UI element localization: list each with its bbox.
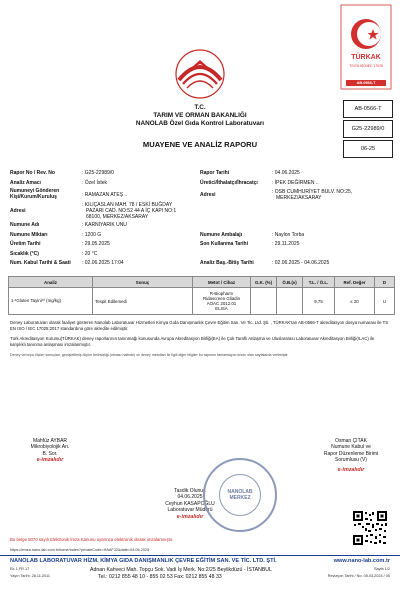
cell-ob bbox=[277, 288, 303, 315]
lab-stamp bbox=[203, 458, 277, 532]
verification-url[interactable]: https://emza.nano-lab.com.tr/home/index?privateCode=HAAF32&date=04.06.2025 bbox=[10, 548, 150, 552]
ministry-emblem-icon bbox=[165, 48, 235, 100]
info-row bbox=[10, 189, 390, 202]
address-l3: 68100, MERKEZ/AKSARAY bbox=[86, 214, 149, 220]
address-l1: : KILIÇASLAN MAH. 78 / ESKİ BUĞDAY bbox=[82, 202, 173, 208]
method-line: R-Biopharm bbox=[209, 290, 234, 296]
results-table bbox=[8, 276, 395, 315]
header-ministry: TARIM VE ORMAN BAKANLIĞI bbox=[153, 112, 247, 119]
turkak-code: AB-0566-T bbox=[356, 80, 376, 85]
col-header-result: Sonuç bbox=[93, 277, 193, 288]
signature-right bbox=[308, 438, 394, 473]
legal-note: Deney ve/veya ölçüm sonuçları, genişletilmiş ölçüm belirsizliği (olması halinde) ve deney metotları ile ilgili diğer bilgiler bu raporun tamamlayıcı kısmı olan sayfalarda verilmiştir. bbox=[10, 353, 289, 357]
quantity-label: Numune Miktarı bbox=[10, 231, 48, 238]
cell-d: U bbox=[375, 288, 395, 315]
col-header-analysis: Analiz bbox=[9, 277, 93, 288]
info-row bbox=[10, 202, 390, 222]
report-date-label: Rapor Tarihi bbox=[200, 170, 230, 176]
col-header-ref: Ref. Değer bbox=[335, 277, 375, 288]
col-header-tl: T.L. / Ö.L. bbox=[303, 277, 335, 288]
packaging-label: Numune Ambalajı bbox=[200, 231, 243, 238]
method-line: AOAC 2012.01 bbox=[206, 301, 237, 306]
sender-value: : RAMAZAN ATEŞ .. bbox=[82, 192, 128, 198]
address-l2: PAZARI CAD. NO:52 44 A İÇ KAPI NO:1 bbox=[86, 208, 177, 214]
info-row bbox=[10, 260, 390, 270]
info-row bbox=[10, 241, 390, 251]
left-signer-title: B. Sor. bbox=[42, 450, 58, 457]
legal-accreditation: Deney Laboratuvarı olarak faaliyet gösteren Nanolab Laboratuvar Hizmetleri Kimya Gıda Danışmanlık Çevre Eğitim San. Ve Tic. Ltd. Şti. , TÜRKAK'tan AB-0566-T akreditasyon dosya numarası ile TS EN ISO / IEC 17025:2017 standardına göre akredite edilmiştir. bbox=[10, 320, 389, 331]
production-date-label: Üretim Tarihi bbox=[10, 241, 41, 247]
footer-issue-date: Yayın Tarihi: 28.11.2011 bbox=[10, 574, 51, 578]
header-block bbox=[60, 104, 340, 128]
col-header-ob: Ö.B.(±) bbox=[277, 277, 303, 288]
footer-address: Adnan Kahveci Mah. Topçu Sok. Vadi İş Merk. No:2/25 Beylikdüzü - İSTANBUL bbox=[90, 567, 272, 573]
info-row bbox=[10, 232, 390, 242]
footer-page: Sayfa 1/2 bbox=[373, 567, 390, 571]
side-date: 06-25 bbox=[360, 146, 376, 152]
method-line: ELISA bbox=[215, 306, 228, 312]
acceptance-value: : 02.06.2025 17:04 bbox=[82, 260, 124, 266]
sender-label: Numuneyi Gönderen Kişi/Kurum/Kuruluş bbox=[10, 188, 60, 200]
approval-label: Tasdik Olunur. bbox=[174, 488, 206, 494]
legal-recognition: Türk Akreditasyon Kurumu(TÜRKAK) deney raporlarının tanınmağı konusunda Avrupa Akreditasyon Birliği(EA) ile Çok Taraflı Anlaşma ve Uluslararası Laboratuvar Akreditasyon Birliği(ILAC) ile karşılıklı tanınma anlaşması imzalanmıştır. bbox=[10, 336, 375, 347]
stamp-line: NANOLAB bbox=[227, 488, 253, 495]
turkak-tagline: TS EN ISO/IEC 17025 bbox=[349, 64, 383, 68]
info-row bbox=[10, 170, 390, 180]
footer-revision: Revizyon Tarihi / No: 05.03.2024 / 05 bbox=[327, 574, 390, 578]
sample-name-label: Numune Adı bbox=[10, 222, 40, 228]
info-row bbox=[10, 222, 390, 232]
right-esig: e-imzalıdır bbox=[337, 466, 365, 473]
analysis-dates-value: : 02.06.2025 - 04.06.2025 bbox=[272, 260, 330, 266]
col-header-method: Metot / Cihaz bbox=[193, 277, 251, 288]
report-no-value: : G25-22989/0 bbox=[82, 170, 114, 176]
table-row bbox=[9, 288, 395, 315]
side-accreditation: AB-0566-T bbox=[354, 106, 382, 112]
right-signer-title: Rapor Düzenleme Birimi bbox=[323, 450, 379, 457]
cell-result: Tespit Edilemedi bbox=[93, 288, 193, 315]
side-report-no: G25-22989/0 bbox=[351, 126, 385, 132]
left-esig: e-imzalıdır bbox=[36, 457, 64, 464]
purpose-label: Analiz Amacı bbox=[10, 179, 41, 186]
esignature-footnote: Bu belge 5070 sayılı Elektronik İmza Kanunu uyarınca elektronik olarak imzalanmıştır. bbox=[10, 537, 174, 542]
header-country: T.C. bbox=[194, 104, 206, 111]
producer-address-l2: MERKEZ/AKSARAY bbox=[276, 195, 322, 201]
purpose-value: : Özel İstek bbox=[82, 179, 108, 186]
expiry-label: Son Kullanma Tarihi bbox=[200, 241, 248, 247]
right-signer-title: Sorumlusu (V) bbox=[335, 457, 367, 464]
info-row bbox=[10, 251, 390, 261]
producer-address-l1: : OSB CUMHURİYET BULV. NO:25, bbox=[272, 189, 353, 195]
right-signer-name: Osman ÇITAK bbox=[335, 438, 367, 444]
turkak-name: TÜRKAK bbox=[351, 54, 381, 61]
approval-title: Laboratuvar Müdürü bbox=[167, 507, 213, 514]
quantity-value: : 1200 G bbox=[82, 231, 102, 238]
report-no-label: Rapor No / Rev. No bbox=[10, 170, 55, 176]
page-footer bbox=[0, 555, 400, 600]
method-line: Ridascreen Gliadin bbox=[202, 295, 241, 301]
side-accreditation-box bbox=[343, 100, 393, 118]
side-report-no-box bbox=[343, 120, 393, 138]
report-date-value: : 04.06.2025 bbox=[272, 170, 300, 176]
side-date-box bbox=[343, 140, 393, 158]
header-lab: NANOLAB Özel Gıda Kontrol Laboratuvarı bbox=[135, 120, 265, 127]
stamp-line: MERKEZ bbox=[229, 495, 251, 501]
temperature-label: Sıcaklık (°C) bbox=[10, 250, 39, 257]
stamp-inner bbox=[219, 474, 261, 516]
col-header-d: D bbox=[375, 277, 395, 288]
address-label: Adresi bbox=[10, 208, 26, 214]
packaging-value: : Naylon Torba bbox=[272, 231, 305, 238]
footer-company: NANOLAB LABORATUVAR HİZM. KİMYA GIDA DANIŞMANLIK ÇEVRE EĞİTİM SAN. VE TİC. LTD. ŞTİ. bbox=[10, 558, 277, 564]
expiry-value: : 29.11.2025 bbox=[272, 241, 300, 247]
producer-label: Üretici/İthalatçı/İhracatçı bbox=[200, 179, 258, 186]
footer-form-code: Ek-1.FR.17 bbox=[10, 567, 30, 571]
page-title: MUAYENE VE ANALİZ RAPORU bbox=[142, 140, 258, 149]
footer-website[interactable]: www.nano-lab.com.tr bbox=[333, 558, 390, 564]
cell-gk bbox=[251, 288, 277, 315]
cell-ref: ≤ 20 bbox=[335, 288, 375, 315]
right-signer-title: Numune Kabul ve bbox=[331, 444, 371, 451]
signature-left bbox=[10, 438, 90, 464]
info-row bbox=[10, 180, 390, 190]
left-signer-title: Mikrobiyolojik An. bbox=[30, 444, 70, 451]
footer-phones: Tel.: 0212 855 48 10 - 855 02 53 Fax: 0212 855 48 33 bbox=[98, 574, 222, 580]
analysis-dates-label: Analiz Baş.-Bitiş Tarihi bbox=[200, 260, 254, 266]
col-header-gk: G.K. (%) bbox=[251, 277, 277, 288]
left-signer-name: Mahfüz AYBAR bbox=[32, 438, 68, 444]
approval-esig: e-imzalıdır bbox=[176, 513, 204, 520]
producer-address-label: Adresi bbox=[200, 192, 216, 198]
temperature-value: : 20 °C bbox=[82, 250, 98, 257]
cell-analysis: 1-¹Gluten Tayini¹⁰ (mg/kg) bbox=[9, 288, 93, 315]
producer-value: : İPEK DEĞİRMEN .. bbox=[272, 179, 319, 186]
cell-method bbox=[193, 288, 251, 315]
acceptance-label: Num. Kabul Tarihi & Saati bbox=[10, 260, 71, 266]
cell-tl: 9,75 bbox=[303, 288, 335, 315]
approval-name: Ceyhun KASAPOĞLU bbox=[165, 500, 215, 507]
results-header-row bbox=[9, 277, 395, 288]
turkak-logo bbox=[340, 4, 392, 96]
approval-date: 04.06.2025 bbox=[177, 494, 203, 501]
production-date-value: : 29.05.2025 bbox=[82, 241, 110, 247]
sample-name-value: : KARNIYARIK UNU bbox=[82, 222, 127, 228]
report-info bbox=[10, 170, 390, 270]
